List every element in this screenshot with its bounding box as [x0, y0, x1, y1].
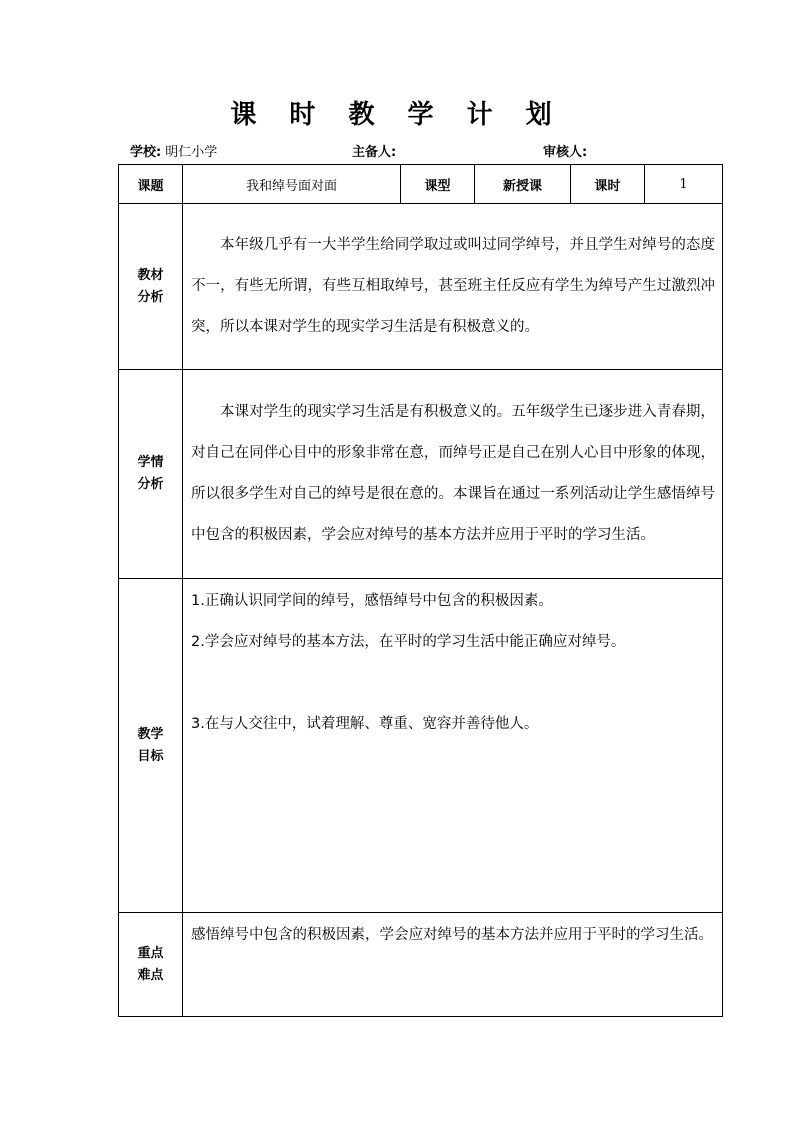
school-value: 明仁小学	[165, 145, 218, 160]
label-line-1: 教材	[137, 267, 164, 283]
type-label: 课型	[401, 165, 475, 204]
hours-value: 1	[645, 165, 723, 204]
header-row	[119, 165, 723, 204]
topic-value: 我和绰号面对面	[183, 165, 401, 204]
school-label: 学校:	[130, 145, 162, 160]
label-line-1: 重点	[137, 945, 164, 961]
label-line-1: 教学	[137, 726, 164, 742]
student-analysis-row	[119, 370, 723, 579]
teaching-goals-content	[183, 579, 723, 913]
goal-item-1: 1.正确认识同学间的绰号，感悟绰号中包含的积极因素。	[191, 593, 553, 609]
textbook-analysis-text: 本年级几乎有一大半学生给同学取过或叫过同学绰号，并且学生对绰号的态度不一，有些无所谓，有些互相取绰号，甚至班主任反应有学生为绰号产生过激烈冲突，所以本课对学生的现实学习生活是有积极意义的。	[191, 236, 715, 335]
goal-item-2: 2.学会应对绰号的基本方法，在平时的学习生活中能正确应对绰号。	[191, 634, 626, 650]
textbook-analysis-label	[119, 204, 183, 370]
student-analysis-label	[119, 370, 183, 579]
school-field	[130, 141, 217, 161]
goal-item-3: 3.在与人交往中，试着理解、尊重、宽容并善待他人。	[191, 716, 539, 732]
preparer-label: 主备人:	[352, 145, 397, 160]
textbook-analysis-content	[183, 204, 723, 370]
student-analysis-text: 本课对学生的现实学习生活是有积极意义的。五年级学生已逐步进入青春期，对自己在同伴心目中的形象非常在意，而绰号正是自己在别人心目中形象的体现，所以很多学生对自己的绰号是很在意的。本课旨在通过一系列活动让学生感悟绰号中包含的积极因素，学会应对绰号的基本方法并应用于平时的学习生活。	[191, 403, 715, 543]
key-points-label	[119, 913, 183, 1017]
teaching-goals-row	[119, 579, 723, 913]
key-points-text: 感悟绰号中包含的积极因素，学会应对绰号的基本方法并应用于平时的学习生活。	[191, 927, 713, 943]
teaching-goals-label	[119, 579, 183, 913]
label-line-2: 分析	[137, 289, 164, 305]
label-line-2: 难点	[137, 967, 164, 983]
textbook-analysis-row	[119, 204, 723, 370]
document-title: 课 时 教 学 计 划	[230, 100, 564, 130]
key-points-content	[183, 913, 723, 1017]
label-line-2: 目标	[137, 748, 164, 764]
type-value: 新授课	[475, 165, 571, 204]
label-line-1: 学情	[137, 455, 164, 470]
label-line-2: 分析	[137, 477, 164, 492]
hours-label: 课时	[571, 165, 645, 204]
topic-label: 课题	[119, 165, 183, 204]
student-analysis-content	[183, 370, 723, 579]
lesson-plan-table	[118, 164, 723, 1017]
key-points-row	[119, 913, 723, 1017]
reviewer-label: 审核人:	[543, 145, 588, 160]
